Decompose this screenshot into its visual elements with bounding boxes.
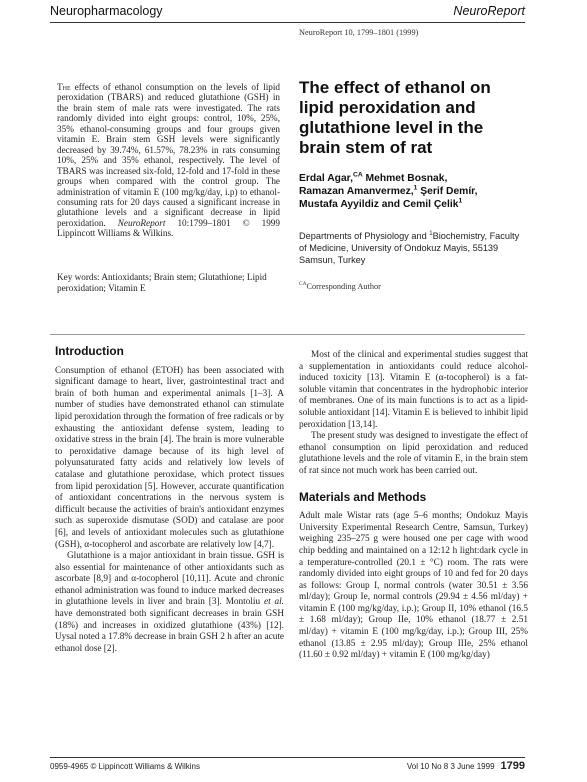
affiliation-text: Biochemistry, Faculty of Medicine, University of Ondokuz Mayis, 55139 Samsun, Turkey [299,231,520,265]
paragraph-text: have demonstrated both significant decreases in brain GSH (18%) and increases in oxidized glutathione (43%) [12]. Uysal noted a 17.8% decrease in brain GSH 2 h after an acute ethanol dose [2]. [55,609,284,654]
abstract-copyright: 10:1799–1801 © 1999 Lippincott Williams & Wilkins. [57,217,280,239]
body-column-right [299,350,528,662]
header-rule [50,22,525,23]
corresponding-mark: CA [299,281,307,288]
author-mark: 1 [413,184,418,192]
citation-line: NeuroReport 10, 1799–1801 (1999) [299,28,419,37]
keywords-label: Key words: [57,272,100,282]
paragraph-text: Glutathione is a major antioxidant in brain tissue. GSH is also essential for maintenance of other antioxidants such as ascorbate [8,9] and α-tocopherol [10,11]. Acute and chronic ethanol administration was found to induce marked decreases in glutathione levels in liver and brain [3]. Montoliu [55,551,284,608]
author-list [299,173,529,211]
footer-copyright: 0959-4965 © Lippincott Williams & Wilkins [50,762,200,771]
author-text: Mehmet Bosnak, [362,173,448,184]
affiliation-mark: 1 [429,230,433,237]
author-text: Mustafa Ayyildiz and Cemil Çelik [299,198,459,210]
section-divider [50,334,525,335]
article-title: The effect of ethanol on lipid peroxidation and glutathione level in the brain stem of rat [299,78,491,157]
intro-heading: Introduction [55,344,124,358]
author-text: Şerif Demír, [417,185,478,197]
keywords-text: Antioxidants; Brain stem; Glutathione; Lipid peroxidation; Vitamin E [57,272,267,293]
corresponding-text: Corresponding Author [306,282,381,291]
author-line-2 [299,186,529,199]
author-line-3 [299,199,529,212]
abstract-journal: NeuroReport [117,217,166,228]
author-mark: CA [352,171,363,179]
methods-paragraph-1: Adult male Wistar rats (age 5–6 months; Ondokuz Mayis University Experimental Research Centre, Samsun, Turkey) weighing 235–275 g were housed one per cage with wood chip bedding and maintained on a 12:12 h light:dark cycle in a temperature-controlled (20.1 ± °C) room. The rats were randomly divided into eight groups of 10 and fed for 20 days as follows: Group I, normal controls (water 30.51 ± 3.56 ml/day); Group Ie, normal controls (29.94 ± 4.56 ml/day) + vitamin E (100 mg/kg/day, i.p.); Group II, 10% ethanol (16.5 ± 1.68 ml/day); Group IIe, 10% ethanol (18.77 ± 2.51 ml/day) + vitamin E (100 mg/kg/day, i.p.); Group III, 25% ethanol (13.85 ± 2.95 ml/day); Group IIIe, 25% ethanol (11.60 ± 0.92 ml/day) + vitamin E (100 mg/kg/day) [299,511,528,661]
keywords [57,272,280,294]
affiliation [299,230,529,266]
journal-name: NeuroReport [453,4,525,18]
corresponding-note [299,282,381,291]
paragraph-italic: et al. [263,597,284,608]
abstract-text: effects of ethanol consumption on the levels of lipid peroxidation (TBARS) and reduced glutathione (GSH) in the brain stem of male rats were investigated. The rats randomly divided into eight groups: control, 10%, 25%, 35% ethanol-consuming groups and four groups given vitamin E. Brain stem GSH levels were significantly decreased by 39.74%, 61.57%, 78.23% in rats consuming 10%, 25% and 35% ethanol, respectively. The level of TBARS was increased six-fold, 12-fold and 17-fold in these groups when compared with the control group. The administration of vitamin E (100 mg/kg/day, i.p) to ethanol-consuming rats for 20 days caused a significant increase in glutathione levels and a significant decrease in lipid peroxidation. [57,82,280,228]
intro-paragraph-4: The present study was designed to investigate the effect of ethanol consumption on lipid peroxidation and reduced glutathione levels and the role of vitamin E, in the brain stem of rat since not much work has been carried out. [299,431,528,476]
author-text: Erdal Agar, [299,173,353,184]
intro-paragraph-2 [55,551,284,655]
abstract [57,82,280,239]
methods-heading: Materials and Methods [299,489,427,504]
issue-info: Vol 10 No 8 3 June 1999 [406,762,495,771]
footer-issue [407,760,525,772]
intro-paragraph-3: Most of the clinical and experimental studies suggest that a supplementation in antioxidants could reduce alcohol-induced toxicity [13]. Vitamin E (α-tocopherol) is a fat-soluble vitamin that concentrates in the hydrophobic interior of membranes. One of its main functions is to act as a lipid-soluble antioxidant [14]. Vitamin E is believed to inhibit lipid peroxidation [13,14]. [299,350,528,430]
affiliation-text: Departments of Physiology and [299,231,430,241]
author-text: Ramazan Amanvermez, [299,185,414,197]
author-mark: 1 [458,197,463,205]
intro-paragraph-1: Consumption of ethanol (ETOH) has been associated with significant damage to heart, liver, gastrointestinal tract and brain of both human and experimental animals [1–3]. A number of studies have demonstrated ethanol can stimulate lipid peroxidation through the formation of free radicals or by exhausting the antioxidant defense system, leading to oxidative stress in the brain [4]. The brain is more vulnerable to peroxidative damage because of its high level of polyunsaturated fatty acids and relatively low levels of catalase and glutathione peroxidase, which protect tissues from lipid peroxidation [5]. However, accurate quantification of antioxidant concentrations in the nervous system is difficult because the activities of brain's antioxidant enzymes such as superoxide dismutase (SOD) and catalase are poor [6], and levels of antioxidant molecules such as glutathione (GSH), α-tocopherol and ascorbate are relatively low [4,7]. [55,365,284,550]
section-label: Neuropharmacology [50,4,163,18]
body-column-left [55,346,284,655]
abstract-lead: The [57,82,71,92]
page-number: 1799 [500,760,525,772]
footer-rule [50,757,525,758]
